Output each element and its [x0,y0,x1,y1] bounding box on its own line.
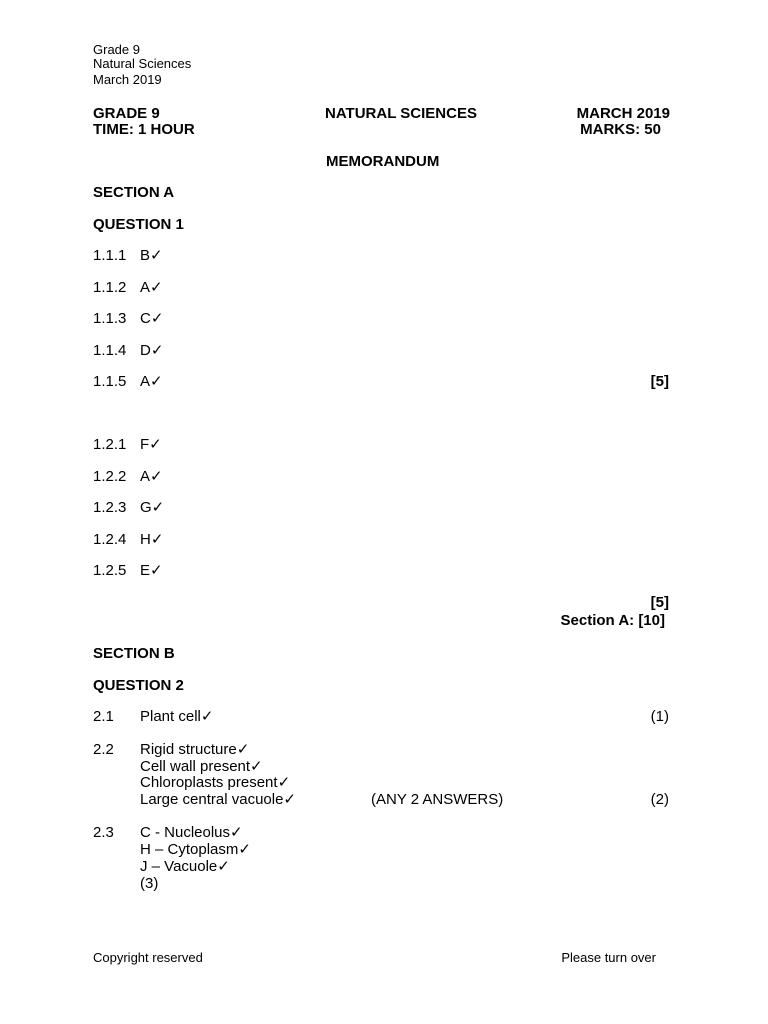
answer-line: Large central vacuole✓ [140,791,296,808]
answer-value: D✓ [140,342,164,359]
title-date: MARCH 2019 [576,105,670,122]
answer-number: 1.2.2 [93,468,127,485]
answer-value: A✓ [140,279,163,296]
answer-number: 2.1 [93,708,114,725]
q1-2-total-marks: [5] [650,594,669,611]
title-grade: GRADE 9 [93,105,160,122]
running-header-date: March 2019 [93,72,162,87]
footer-turn-over: Please turn over [561,950,656,965]
answer-value: E✓ [140,562,163,579]
answer-value: A✓ [140,373,163,390]
title-time: TIME: 1 HOUR [93,121,195,138]
answer-number: 2.3 [93,824,114,841]
answer-value: F✓ [140,436,162,453]
answer-line: C - Nucleolus✓ [140,824,243,841]
footer-copyright: Copyright reserved [93,950,203,965]
running-header-subject: Natural Sciences [93,56,192,71]
section-a-heading: SECTION A [93,184,175,201]
answer-number: 1.1.3 [93,310,127,327]
answer-value: G✓ [140,499,165,516]
answer-number: 1.2.5 [93,562,127,579]
question-2-heading: QUESTION 2 [93,677,184,694]
answer-line: H – Cytoplasm✓ [140,841,251,858]
answer-number: 1.1.2 [93,279,127,296]
answer-number: 1.1.5 [93,373,127,390]
title-subject: NATURAL SCIENCES [325,105,477,122]
answer-line: Rigid structure✓ [140,741,250,758]
section-b-heading: SECTION B [93,645,175,662]
any-two-answers-note: (ANY 2 ANSWERS) [371,791,504,808]
answer-line: Chloroplasts present✓ [140,774,291,791]
answer-value: H✓ [140,531,164,548]
answer-number: 1.2.1 [93,436,127,453]
answer-value: A✓ [140,468,163,485]
section-a-total: Section A: [10] [560,612,665,629]
q2-1-marks: (1) [650,708,669,725]
running-header-grade: Grade 9 [93,42,140,57]
title-marks: MARKS: 50 [580,121,661,138]
answer-number: 1.2.4 [93,531,127,548]
q1-1-total-marks: [5] [650,373,669,390]
answer-line: J – Vacuole✓ [140,858,230,875]
answer-number: 1.1.4 [93,342,127,359]
answer-number: 2.2 [93,741,114,758]
q2-2-marks: (2) [650,791,669,808]
q2-3-marks: (3) [140,875,159,892]
answer-value: B✓ [140,247,163,264]
answer-number: 1.1.1 [93,247,127,264]
answer-line: Cell wall present✓ [140,758,263,775]
question-1-heading: QUESTION 1 [93,216,184,233]
answer-value: Plant cell✓ [140,708,214,725]
answer-number: 1.2.3 [93,499,127,516]
memorandum-title: MEMORANDUM [326,153,440,170]
answer-value: C✓ [140,310,164,327]
